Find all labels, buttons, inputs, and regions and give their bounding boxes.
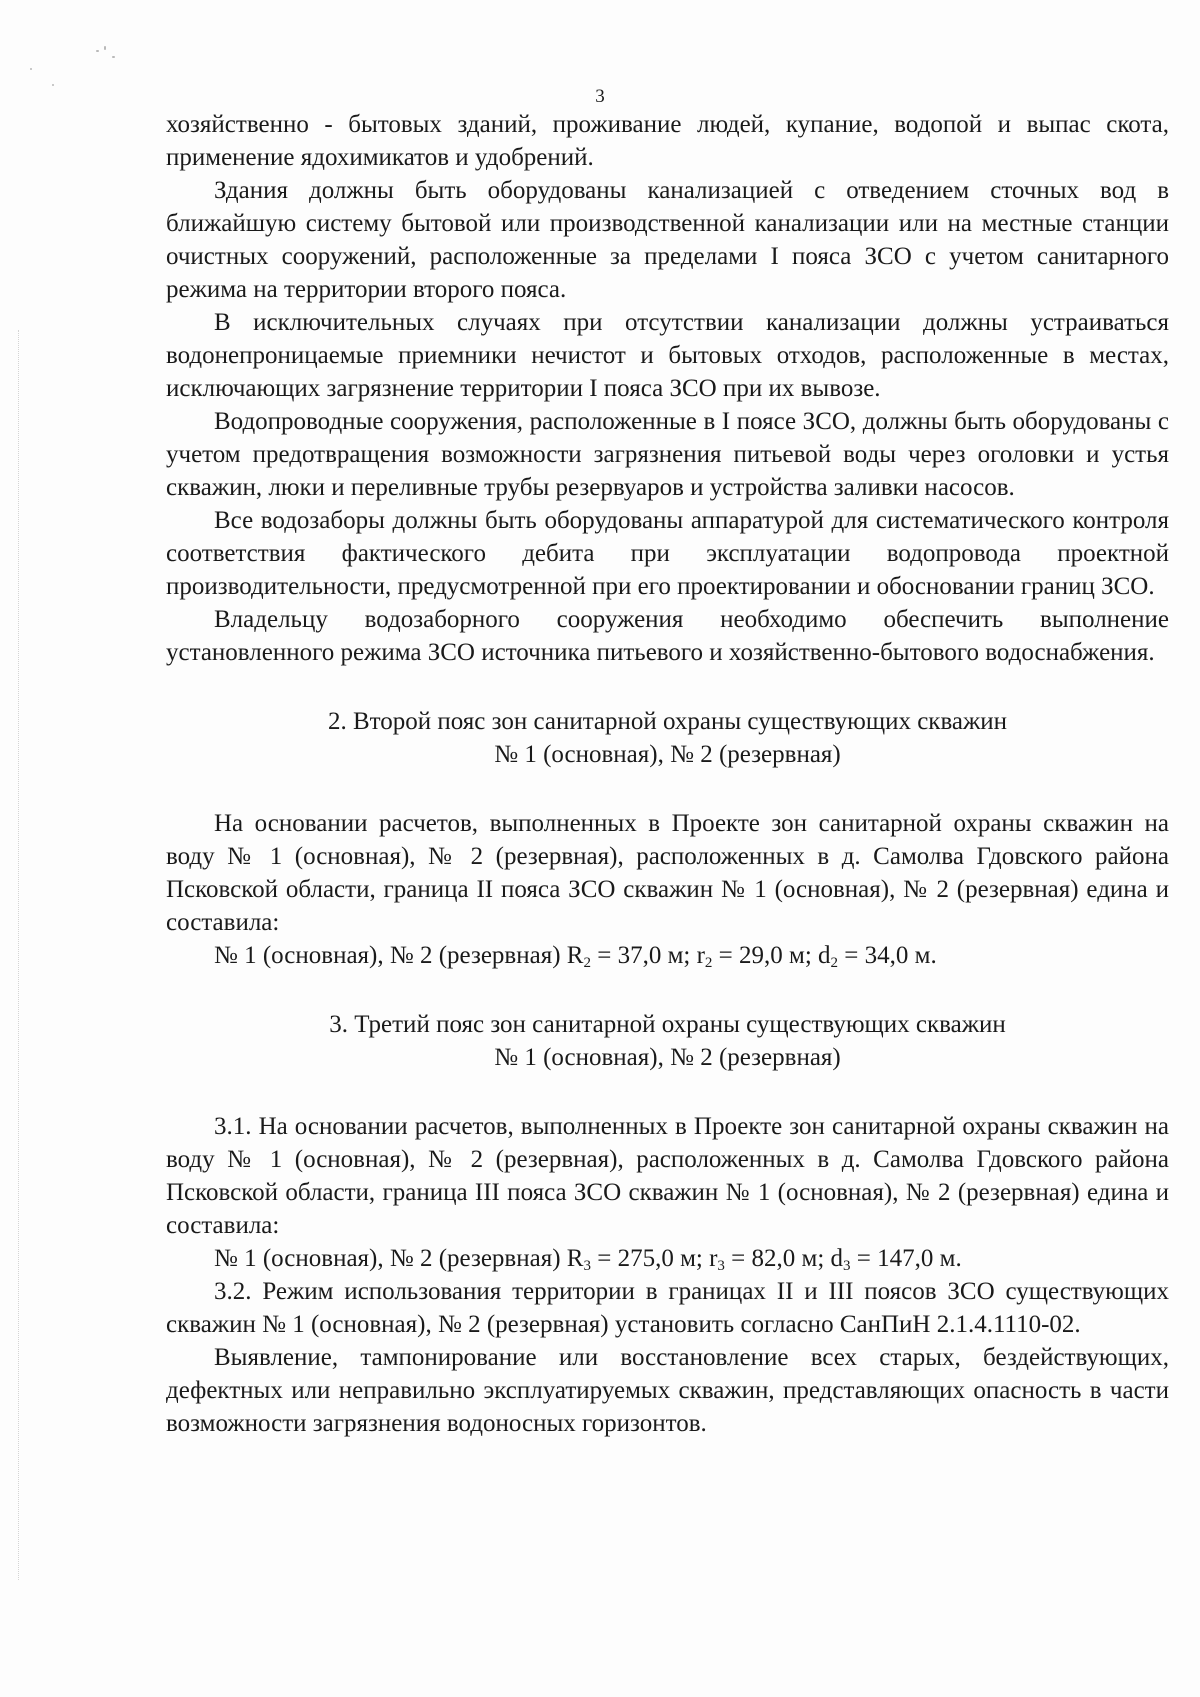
formula-text: № 1 (основная), № 2 (резервная) R — [214, 1245, 584, 1272]
page-number: 3 — [595, 86, 605, 107]
section-3-formula — [166, 1242, 1169, 1275]
formula-text: = 147,0 м. — [850, 1245, 962, 1272]
paragraph: Выявление, тампонирование или восстановление всех старых, бездействующих, дефектных или неправильно эксплуатируемых скважин, представляющих опасность в части возможности загрязнения водоносных горизонтов. — [166, 1344, 1169, 1437]
formula-subscript: 2 — [830, 955, 839, 971]
scan-speck — [112, 56, 115, 58]
document-body — [166, 108, 1169, 1440]
formula-text: № 1 (основная), № 2 (резервная) R — [214, 942, 584, 969]
paragraph: Владельцу водозаборного сооружения необходимо обеспечить выполнение установленного режима ЗСО источника питьевого и хозяйственно-бытового водоснабжения. — [166, 606, 1169, 666]
formula-subscript: 3 — [843, 1258, 851, 1274]
section-3-title: 3. Третий пояс зон санитарной охраны существующих скважин — [329, 1011, 1006, 1038]
formula-text: = 82,0 м; d — [724, 1245, 844, 1272]
formula-subscript: 2 — [583, 955, 591, 971]
paragraph: На основании расчетов, выполненных в Проекте зон санитарной охраны скважин на воду № 1 (основная), № 2 (резервная), расположенных в д. Самолва Гдовского района Псковской области, граница II пояса ЗСО скважин № 1 (основная), № 2 (резервная) едина и составила: — [166, 810, 1169, 936]
formula-text: = 37,0 м; r — [590, 942, 705, 969]
section-3-subtitle: № 1 (основная), № 2 (резервная) — [494, 1044, 841, 1071]
formula-subscript: 2 — [704, 955, 713, 971]
paragraph: 3.2. Режим использования территории в границах II и III поясов ЗСО существующих скважин № 1 (основная), № 2 (резервная) установить согласно СанПиН 2.1.4.1110-02. — [166, 1278, 1169, 1338]
scan-speck — [30, 68, 32, 70]
section-2-title: 2. Второй пояс зон санитарной охраны существующих скважин — [327, 708, 1008, 735]
scan-margin-mark — [18, 330, 21, 1580]
formula-text: = 34,0 м. — [838, 942, 937, 969]
paragraph: 3.1. На основании расчетов, выполненных в Проекте зон санитарной охраны скважин на воду № 1 (основная), № 2 (резервная), расположенных в д. Самолва Гдовского района Псковской области, граница III пояса ЗСО скважин № 1 (основная), № 2 (резервная) едина и составила: — [166, 1113, 1169, 1239]
paragraph: Водопроводные сооружения, расположенные в I поясе ЗСО, должны быть оборудованы с учетом предотвращения возможности загрязнения питьевой воды через оголовки и устья скважин, люки и переливные трубы резервуаров и устройства заливки насосов. — [166, 408, 1169, 501]
paragraph: Все водозаборы должны быть оборудованы аппаратурой для систематического контроля соответствия фактического дебита при эксплуатации водопровода проектной производительности, предусмотренной при его проектировании и обосновании границ ЗСО. — [166, 507, 1169, 600]
section-2-subtitle: № 1 (основная), № 2 (резервная) — [494, 741, 841, 768]
paragraph: хозяйственно - бытовых зданий, проживание людей, купание, водопой и выпас скота, применение ядохимикатов и удобрений. — [166, 111, 1169, 171]
formula-subscript: 3 — [583, 1258, 591, 1274]
formula-subscript: 3 — [717, 1258, 725, 1274]
section-2-formula — [166, 939, 1169, 972]
formula-text: = 275,0 м; r — [590, 1245, 718, 1272]
paragraph: Здания должны быть оборудованы канализацией с отведением сточных вод в ближайшую систему бытовой или производственной канализации или на местные станции очистных сооружений, расположенные за пределами I пояса ЗСО с учетом санитарного режима на территории второго пояса. — [166, 177, 1169, 303]
scan-speck — [104, 46, 106, 50]
formula-text: = 29,0 м; d — [712, 942, 831, 969]
paragraph: В исключительных случаях при отсутствии канализации должны устраиваться водонепроницаемые приемники нечистот и бытовых отходов, расположенные в местах, исключающих загрязнение территории I пояса ЗСО при их вывозе. — [166, 309, 1169, 402]
scan-speck — [96, 50, 99, 52]
